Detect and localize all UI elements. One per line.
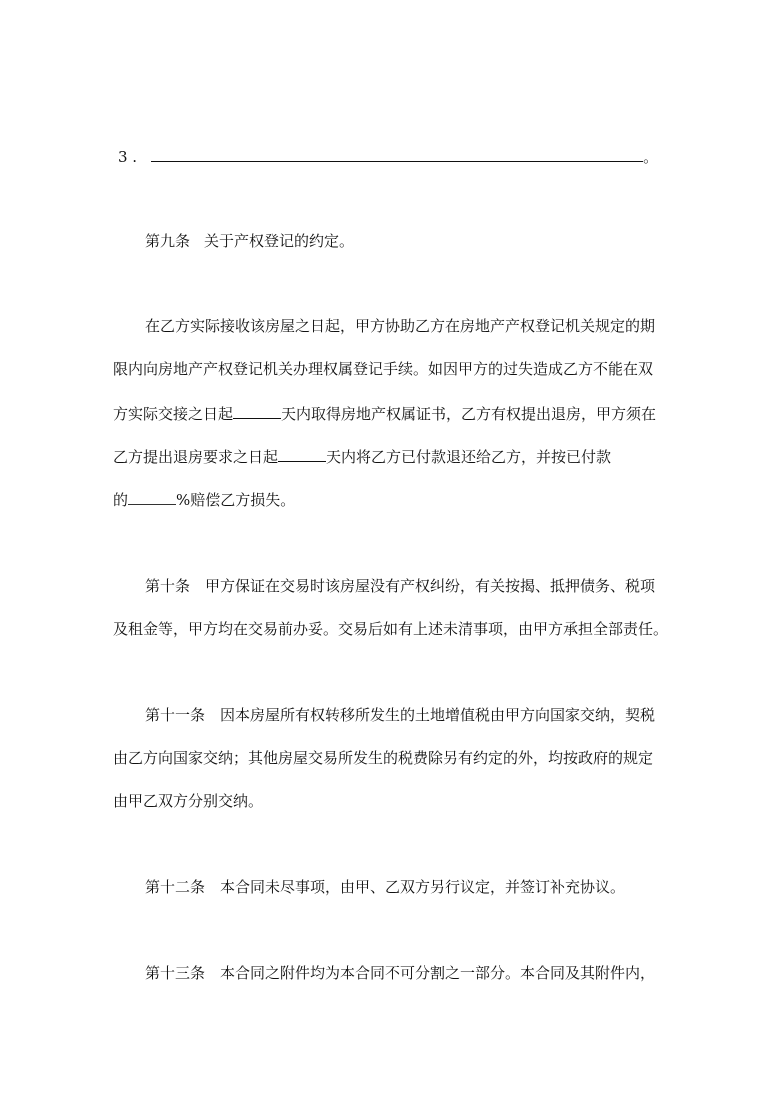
item-3-end-mark: 。 (643, 148, 659, 166)
article-9-title: 关于产权登记的约定。 (204, 232, 355, 250)
article-10-line-2: 及租金等，甲方均在交易前办妥。交易后如有上述未清事项，由甲方承担全部责任。 (113, 620, 669, 638)
article-10-line-1: 第十条 甲方保证在交易时该房屋没有产权纠纷，有关按揭、抵押债务、税项 (145, 577, 656, 595)
article-9-line-5-end: %赔偿乙方损失。 (176, 491, 296, 509)
article-11-line-3: 由甲乙双方分别交纳。 (113, 792, 264, 810)
item-3-number: 3 . (118, 148, 138, 166)
article-11-line-1: 第十一条 因本房屋所有权转移所发生的土地增值税由甲方向国家交纳，契税 (145, 706, 656, 724)
article-9-line-5 (113, 488, 295, 510)
article-12-line-1: 第十二条 本合同未尽事项，由甲、乙双方另行议定，并签订补充协议。 (145, 878, 626, 896)
article-13-line-1: 第十三条 本合同之附件均为本合同不可分割之一部分。本合同及其附件内， (145, 964, 656, 982)
compensation-percent-blank[interactable] (128, 488, 176, 505)
article-9-line-4 (113, 445, 611, 467)
article-9-line-5-start: 的 (113, 491, 129, 509)
article-11-line-2: 由乙方向国家交纳；其他房屋交易所发生的税费除另有约定的外，均按政府的规定 (113, 749, 654, 767)
article-9-line-4-start: 乙方提出退房要求之日起 (113, 448, 279, 466)
article-9-line-3 (113, 402, 656, 424)
days-to-refund-blank[interactable] (278, 445, 326, 462)
article-9-line-1: 在乙方实际接收该房屋之日起，甲方协助乙方在房地产产权登记机关规定的期 (145, 317, 656, 335)
days-to-certificate-blank[interactable] (233, 402, 281, 419)
article-9-line-2: 限内向房地产产权登记机关办理权属登记手续。如因甲方的过失造成乙方不能在双 (113, 360, 654, 378)
article-9-heading (145, 231, 354, 251)
item-3-blank[interactable] (151, 145, 643, 162)
article-9-line-3-end: 天内取得房地产权属证书，乙方有权提出退房，甲方须在 (281, 405, 657, 423)
article-9-line-3-start: 方实际交接之日起 (113, 405, 234, 423)
article-9-line-4-end: 天内将乙方已付款退还给乙方，并按已付款 (326, 448, 612, 466)
article-9-label: 第九条 (145, 232, 191, 250)
item-3-line (118, 145, 658, 167)
